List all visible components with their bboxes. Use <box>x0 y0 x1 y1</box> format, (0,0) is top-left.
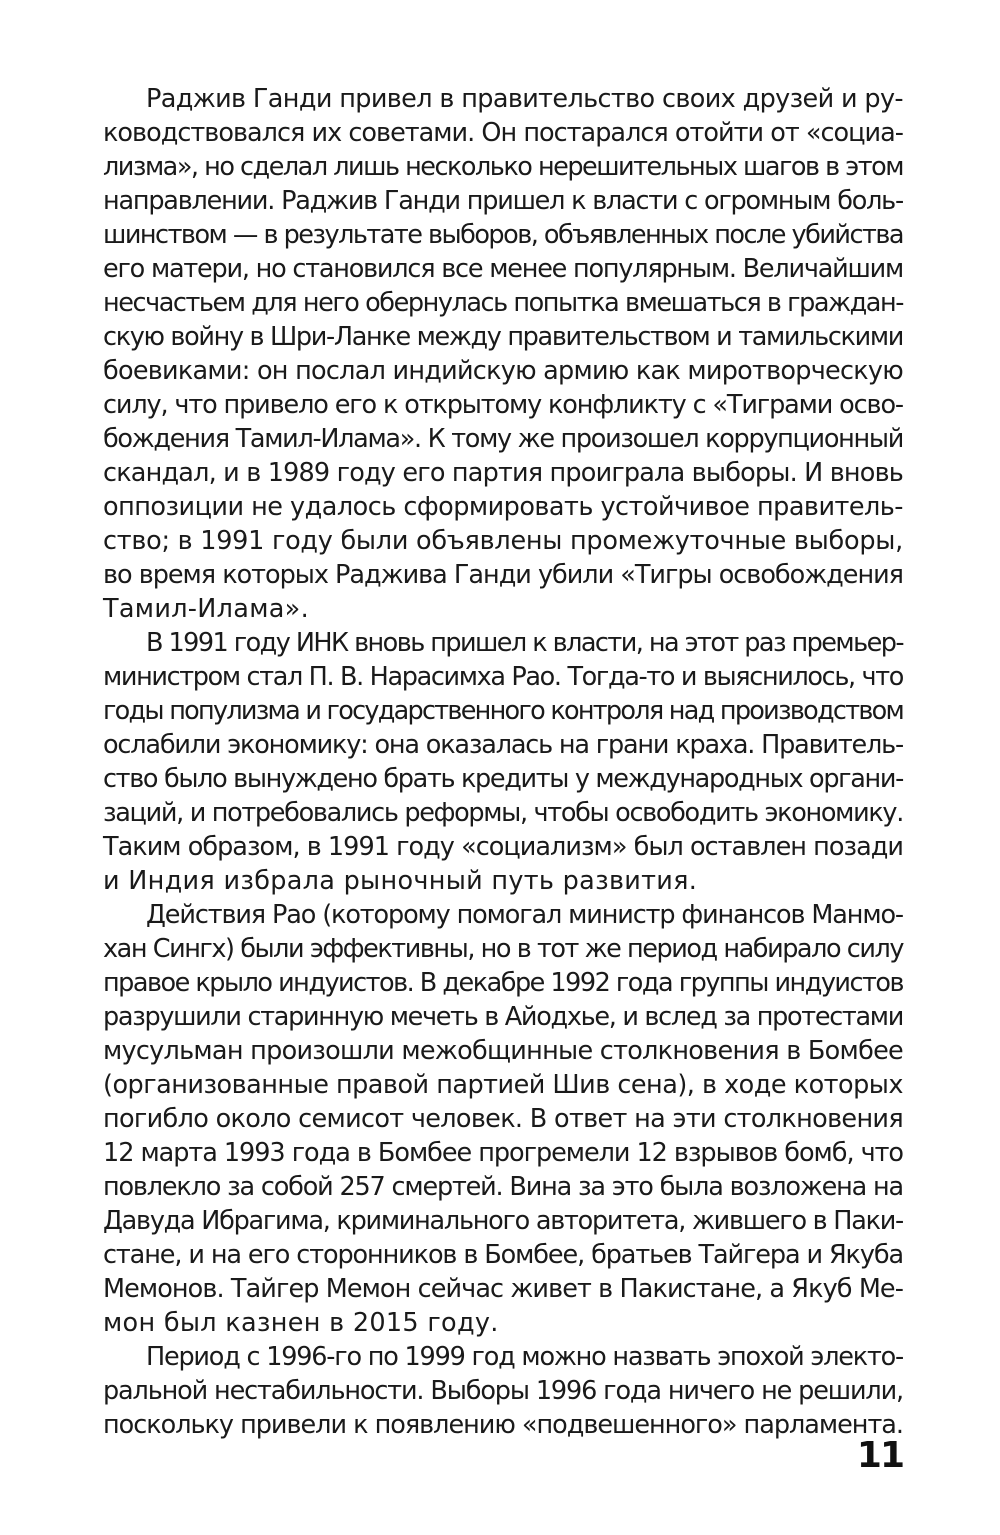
text-line: его матери, но становился все менее популярным. Величайшим <box>103 254 903 284</box>
text-line: во время которых Раджива Ганди убили «Тигры освобождения <box>103 560 903 590</box>
text-line: шинством — в результате выборов, объявленных после убийства <box>103 220 903 250</box>
body-text <box>103 82 903 1442</box>
text-line: Период с 1996-го по 1999 год можно назвать эпохой электо- <box>146 1342 903 1372</box>
text-line: бождения Тамил-Илама». К тому же произошел коррупционный <box>103 424 903 454</box>
text-line: ство; в 1991 году были объявлены промежуточные выборы, <box>103 526 903 556</box>
text-line: ство было вынуждено брать кредиты у международных органи- <box>103 764 903 794</box>
text-line: годы популизма и государственного контроля над производством <box>103 696 903 726</box>
text-line: министром стал П. В. Нарасимха Рао. Тогда-то и выяснилось, что <box>103 662 903 692</box>
text-line: разрушили старинную мечеть в Айодхье, и вслед за протестами <box>103 1002 903 1032</box>
text-line: хан Сингх) были эффективны, но в тот же период набирало силу <box>103 934 903 964</box>
text-line: погибло около семисот человек. В ответ на эти столкновения <box>103 1104 904 1134</box>
text-line: заций, и потребовались реформы, чтобы освободить экономику. <box>103 798 903 828</box>
paragraph <box>103 1340 903 1442</box>
text-line: лизма», но сделал лишь несколько нерешительных шагов в этом <box>103 152 903 182</box>
text-line: Мемонов. Тайгер Мемон сейчас живет в Пакистане, а Якуб Ме- <box>103 1274 903 1304</box>
text-line: оппозиции не удалось сформировать устойчивое правитель- <box>103 492 903 522</box>
text-line: Действия Рао (которому помогал министр финансов Манмо- <box>146 900 903 930</box>
text-line: ослабили экономику: она оказалась на грани краха. Правитель- <box>103 730 903 760</box>
text-line: 12 марта 1993 года в Бомбее прогремели 12 взрывов бомб, что <box>103 1138 903 1168</box>
text-line: Раджив Ганди привел в правительство своих друзей и ру- <box>146 84 903 114</box>
paragraph <box>103 626 903 898</box>
text-line: и Индия избрала рыночный путь развития. <box>103 866 698 896</box>
text-line: ральной нестабильности. Выборы 1996 года ничего не решили, <box>103 1376 903 1406</box>
text-line: повлекло за собой 257 смертей. Вина за это была возложена на <box>103 1172 903 1202</box>
text-line: несчастьем для него обернулась попытка вмешаться в граждан- <box>103 288 903 318</box>
text-line: стане, и на его сторонников в Бомбее, братьев Тайгера и Якуба <box>103 1240 903 1270</box>
page-number: 11 <box>856 1435 903 1476</box>
text-line: мон был казнен в 2015 году. <box>103 1308 499 1338</box>
text-line: (организованные правой партией Шив сена), в ходе которых <box>103 1070 903 1100</box>
text-line: Тамил-Илама». <box>103 594 309 624</box>
text-line: направлении. Раджив Ганди пришел к власти с огромным боль- <box>103 186 903 216</box>
text-line: ководствовался их советами. Он постарался отойти от «социа- <box>103 118 903 148</box>
text-line: Давуда Ибрагима, криминального авторитета, жившего в Паки- <box>103 1206 903 1236</box>
text-line: мусульман произошли межобщинные столкновения в Бомбее <box>103 1036 903 1066</box>
text-line: скандал, и в 1989 году его партия проиграла выборы. И вновь <box>103 458 903 488</box>
text-line: В 1991 году ИНК вновь пришел к власти, на этот раз премьер- <box>146 628 903 658</box>
text-line: Таким образом, в 1991 году «социализм» был оставлен позади <box>103 832 903 862</box>
text-line: правое крыло индуистов. В декабре 1992 года группы индуистов <box>103 968 903 998</box>
text-line: поскольку привели к появлению «подвешенного» парламента. <box>103 1410 903 1440</box>
paragraph <box>103 82 903 626</box>
text-line: боевиками: он послал индийскую армию как миротворческую <box>103 356 903 386</box>
text-line: скую войну в Шри-Ланке между правительством и тамильскими <box>103 322 903 352</box>
paragraph <box>103 898 903 1340</box>
text-line: силу, что привело его к открытому конфликту с «Тиграми осво- <box>103 390 903 420</box>
